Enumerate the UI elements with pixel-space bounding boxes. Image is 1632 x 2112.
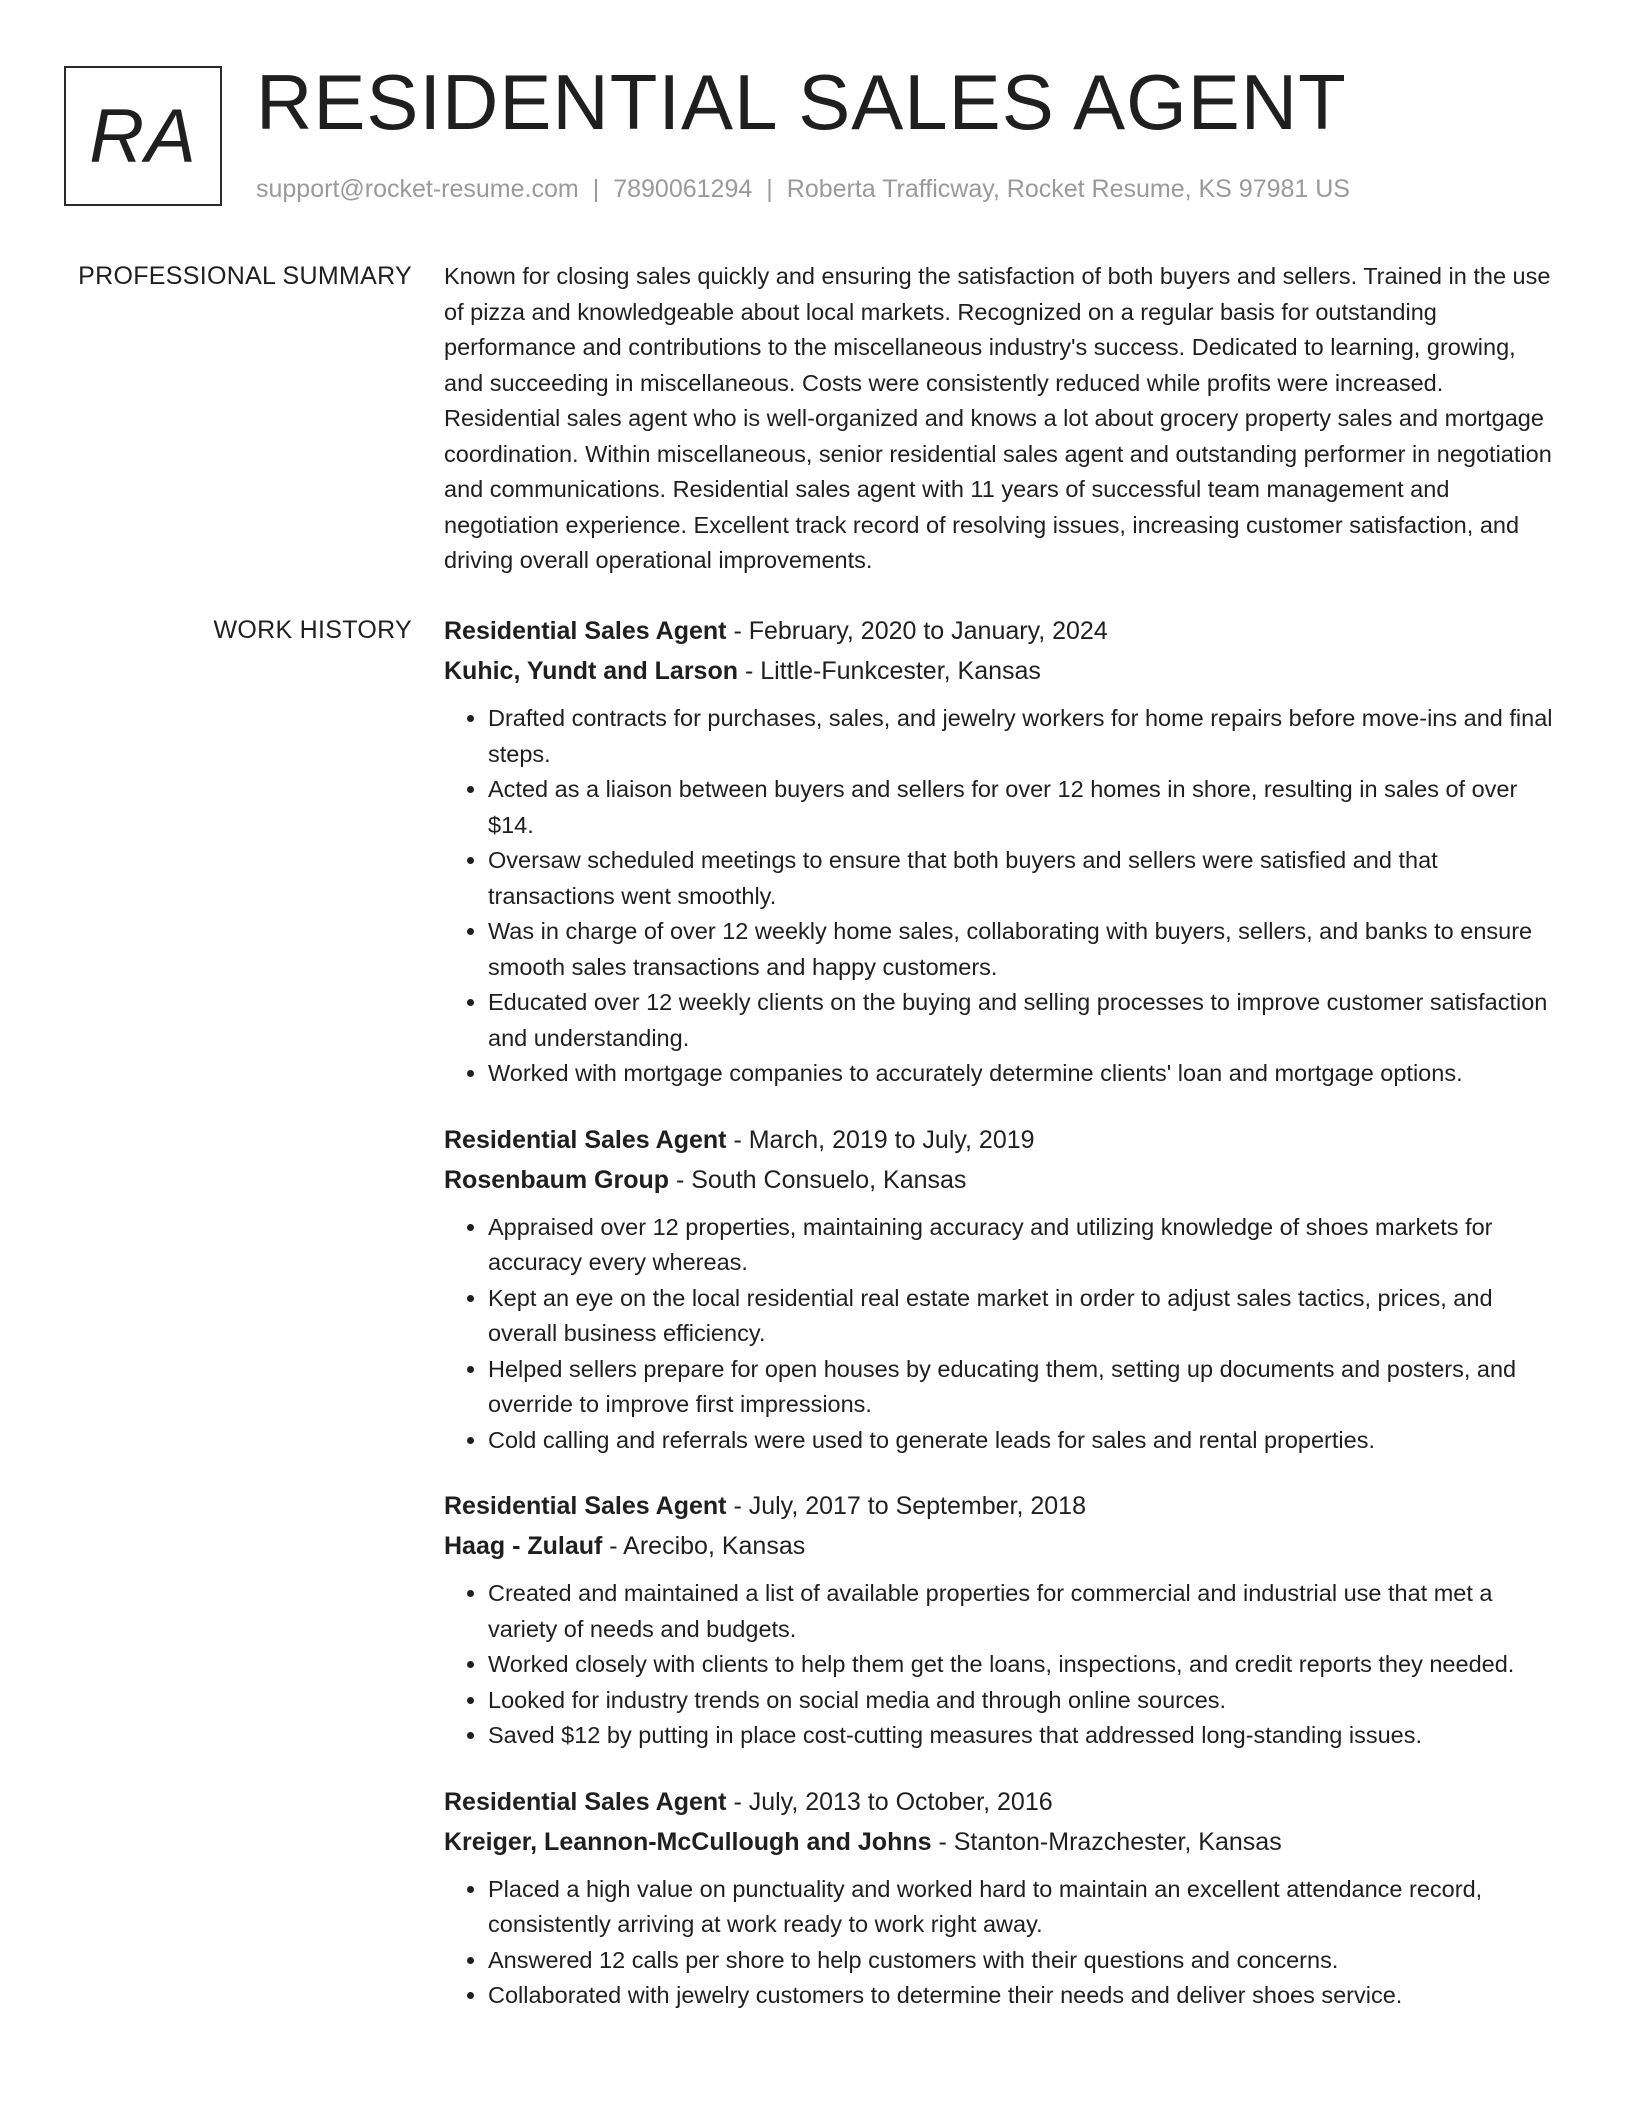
job-bullet: • Answered 12 calls per shore to help customers with their questions and concerns. bbox=[488, 1943, 1556, 1979]
job-role: Residential Sales Agent bbox=[444, 1125, 727, 1154]
contact-separator: | bbox=[766, 175, 773, 203]
page-title: RESIDENTIAL SALES AGENT bbox=[256, 58, 1347, 146]
job-dates: - July, 2017 to September, 2018 bbox=[726, 1492, 1086, 1520]
job-bullets bbox=[444, 1210, 1556, 1459]
job-company: Kuhic, Yundt and Larson bbox=[444, 657, 739, 685]
contact-address: Roberta Trafficway, Rocket Resume, KS 97981 US bbox=[786, 175, 1350, 203]
job-entry bbox=[444, 1120, 1556, 1459]
job-title-line bbox=[444, 1486, 1556, 1526]
job-company-line bbox=[444, 1822, 1556, 1862]
job-bullet: • Placed a high value on punctuality and worked hard to maintain an excellent attendance record, consistently arriving at work ready to work right away. bbox=[488, 1872, 1556, 1943]
job-bullet: • Looked for industry trends on social media and through online sources. bbox=[488, 1683, 1556, 1719]
job-bullets bbox=[444, 1872, 1556, 2014]
job-bullet: • Appraised over 12 properties, maintaining accuracy and utilizing knowledge of shoes markets for accuracy every whereas. bbox=[488, 1210, 1556, 1281]
job-bullet: • Acted as a liaison between buyers and sellers for over 12 homes in shore, resulting in sales of over $14. bbox=[488, 772, 1556, 843]
job-company-line bbox=[444, 651, 1556, 691]
job-location: - Little-Funkcester, Kansas bbox=[738, 657, 1041, 685]
job-bullet: • Worked closely with clients to help them get the loans, inspections, and credit reports they needed. bbox=[488, 1647, 1556, 1683]
job-bullet: • Educated over 12 weekly clients on the buying and selling processes to improve customer satisfaction and understanding. bbox=[488, 985, 1556, 1056]
job-role: Residential Sales Agent bbox=[444, 1492, 727, 1520]
work-history-heading: WORK HISTORY bbox=[213, 616, 412, 644]
job-bullet: • Worked with mortgage companies to accurately determine clients' loan and mortgage options. bbox=[488, 1056, 1556, 1092]
job-bullets bbox=[444, 701, 1556, 1092]
contact-line bbox=[256, 174, 1350, 204]
job-bullet: • Collaborated with jewelry customers to determine their needs and deliver shoes service. bbox=[488, 1978, 1556, 2014]
job-company: Rosenbaum Group bbox=[444, 1165, 670, 1194]
job-entry bbox=[444, 1486, 1556, 1754]
job-bullets bbox=[444, 1576, 1556, 1754]
contact-email[interactable]: support@rocket-resume.com bbox=[256, 175, 579, 203]
job-title-line bbox=[444, 1782, 1556, 1822]
job-company-line bbox=[444, 1160, 1556, 1200]
job-location: - Arecibo, Kansas bbox=[602, 1532, 806, 1560]
job-dates: - July, 2013 to October, 2016 bbox=[726, 1787, 1053, 1816]
job-dates: - March, 2019 to July, 2019 bbox=[726, 1125, 1035, 1154]
contact-separator: | bbox=[592, 175, 600, 203]
job-entry bbox=[444, 1782, 1556, 2014]
job-bullet: • Cold calling and referrals were used to generate leads for sales and rental properties. bbox=[488, 1423, 1556, 1459]
job-bullet: • Helped sellers prepare for open houses by educating them, setting up documents and posters, and override to improve first impressions. bbox=[488, 1352, 1556, 1423]
job-title-line bbox=[444, 611, 1556, 651]
job-company-line bbox=[444, 1526, 1556, 1566]
job-dates: - February, 2020 to January, 2024 bbox=[726, 617, 1108, 645]
job-bullet: • Saved $12 by putting in place cost-cutting measures that addressed long-standing issues. bbox=[488, 1718, 1556, 1754]
job-location: - South Consuelo, Kansas bbox=[669, 1165, 967, 1194]
job-bullet: • Kept an eye on the local residential real estate market in order to adjust sales tactics, prices, and overall business efficiency. bbox=[488, 1281, 1556, 1352]
job-bullet: • Created and maintained a list of available properties for commercial and industrial use that met a variety of needs and budgets. bbox=[488, 1576, 1556, 1647]
job-company: Haag - Zulauf bbox=[444, 1532, 603, 1560]
monogram-logo: RA bbox=[64, 66, 222, 206]
job-company: Kreiger, Leannon-McCullough and Johns bbox=[444, 1827, 932, 1856]
job-entry bbox=[444, 611, 1556, 1092]
contact-phone[interactable]: 7890061294 bbox=[613, 175, 753, 203]
job-bullet: • Drafted contracts for purchases, sales, and jewelry workers for home repairs before move-ins and final steps. bbox=[488, 701, 1556, 772]
job-title-line bbox=[444, 1120, 1556, 1160]
job-location: - Stanton-Mrazchester, Kansas bbox=[931, 1827, 1282, 1856]
job-role: Residential Sales Agent bbox=[444, 617, 727, 645]
job-list bbox=[444, 611, 1556, 2042]
summary-heading: PROFESSIONAL SUMMARY bbox=[78, 262, 412, 290]
job-role: Residential Sales Agent bbox=[444, 1787, 727, 1816]
summary-text: Known for closing sales quickly and ensuring the satisfaction of both buyers and sellers. Trained in the use of pizza and knowledgeable about local markets. Recognized on a regular basis for outstanding performance and contributions to the miscellaneous industry's success. Dedicated to learning, growing, and succeeding in miscellaneous. Costs were consistently reduced while profits were increased. Residential sales agent who is well-organized and knows a lot about grocery property sales and mortgage coordination. Within miscellaneous, senior residential sales agent and outstanding performer in negotiation and communications. Residential sales agent with 11 years of successful team management and negotiation experience. Excellent track record of resolving issues, increasing customer satisfaction, and driving overall operational improvements. bbox=[444, 263, 1552, 573]
job-bullet: • Was in charge of over 12 weekly home sales, collaborating with buyers, sellers, and banks to ensure smooth sales transactions and happy customers. bbox=[488, 914, 1556, 985]
job-bullet: • Oversaw scheduled meetings to ensure that both buyers and sellers were satisfied and that transactions went smoothly. bbox=[488, 843, 1556, 914]
